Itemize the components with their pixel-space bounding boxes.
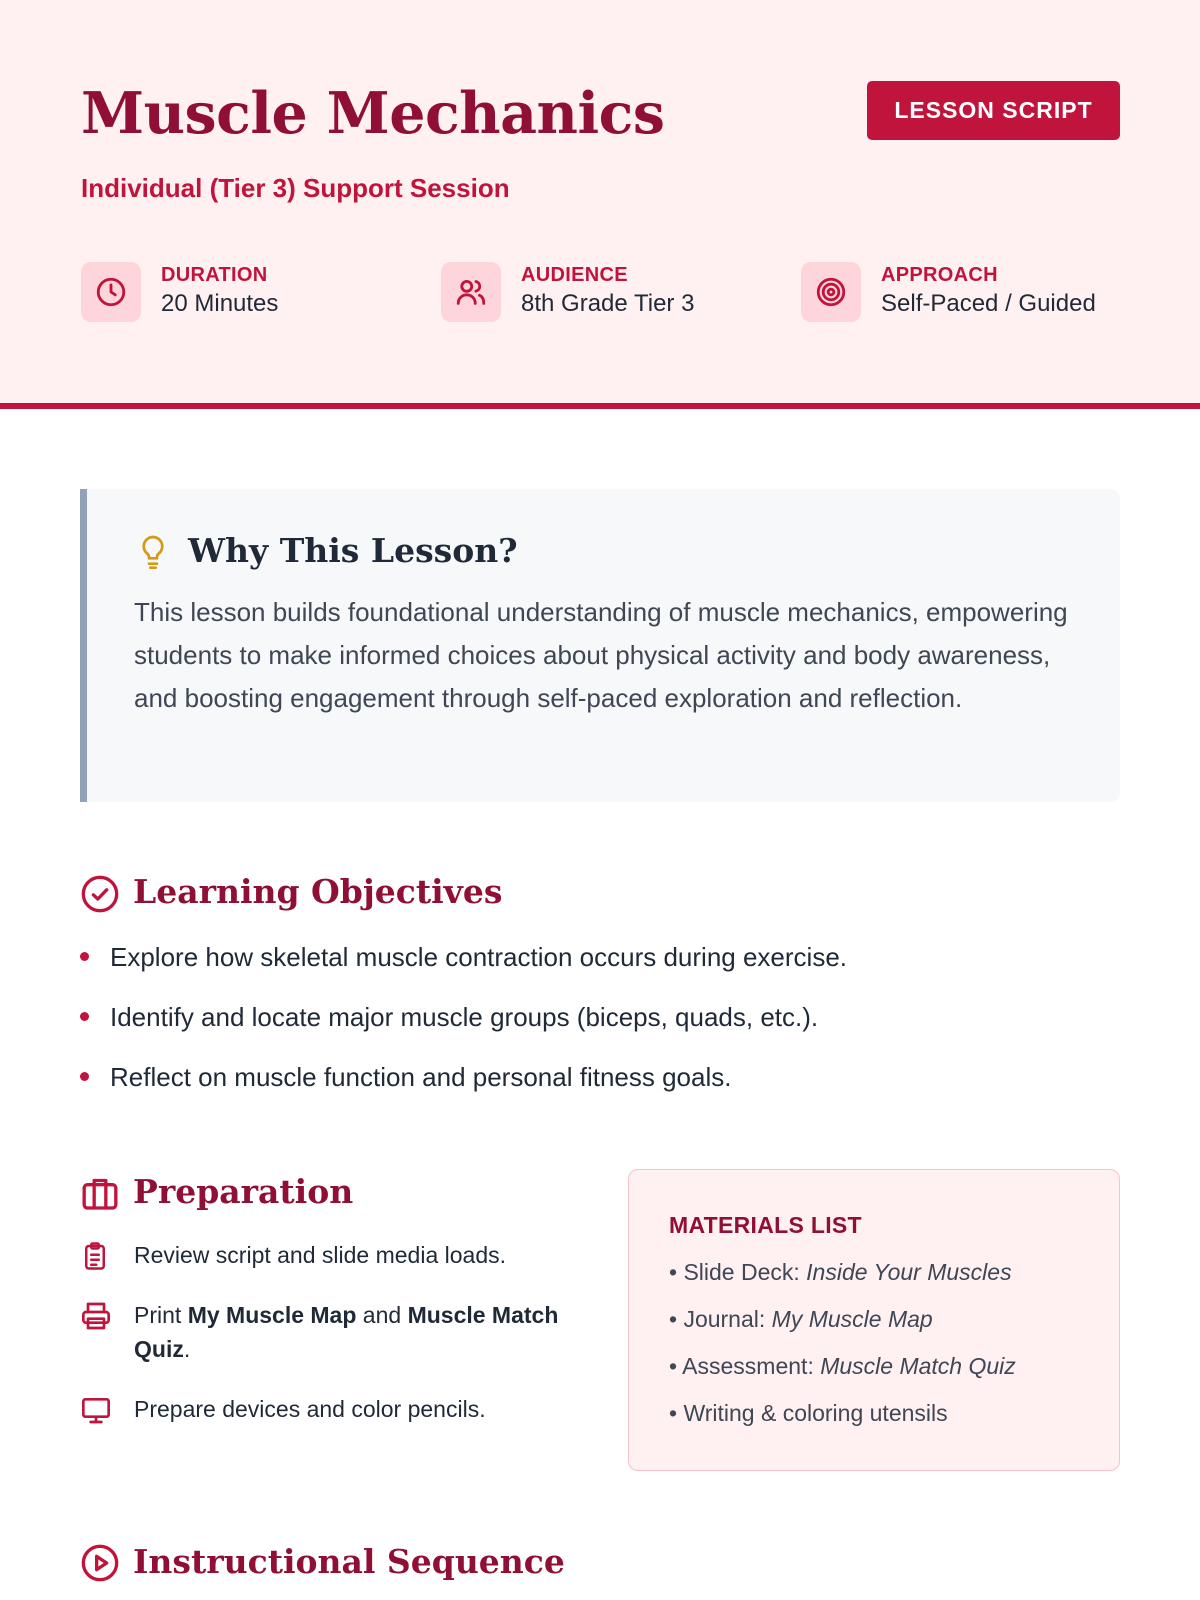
play-circle-icon xyxy=(80,1543,120,1588)
monitor-icon xyxy=(80,1394,112,1435)
preparation-title: Preparation xyxy=(133,1172,354,1211)
meta-label: APPROACH xyxy=(881,264,998,286)
material-title: Inside Your Muscles xyxy=(806,1259,1012,1285)
material-title: My Muscle Map xyxy=(771,1306,933,1332)
bullet xyxy=(80,1072,89,1081)
page-title: Muscle Mechanics xyxy=(81,80,665,147)
list-item xyxy=(669,1400,1016,1447)
preparation-list xyxy=(80,1238,590,1426)
material-label: • Slide Deck: xyxy=(669,1259,807,1285)
objective-text: Explore how skeletal muscle contraction occurs during exercise. xyxy=(110,942,848,972)
prep-text-pre: Print xyxy=(134,1302,188,1328)
objective-text: Reflect on muscle function and personal fitness goals. xyxy=(110,1062,732,1092)
lightbulb-icon xyxy=(137,534,169,577)
clipboard-icon xyxy=(80,1240,110,1281)
bullet xyxy=(80,1012,89,1021)
page-subtitle: Individual (Tier 3) Support Session xyxy=(81,173,510,203)
list-item xyxy=(80,942,1120,1002)
meta-value: Self-Paced / Guided xyxy=(881,290,1096,317)
meta-label: AUDIENCE xyxy=(521,264,628,286)
prep-item xyxy=(80,1298,590,1366)
sequence-title: Instructional Sequence xyxy=(133,1542,565,1581)
why-this-lesson-callout xyxy=(80,489,1120,802)
list-item xyxy=(669,1306,1016,1353)
material-label: • Journal: xyxy=(669,1306,772,1332)
prep-text: Review script and slide media loads. xyxy=(134,1242,507,1268)
why-title: Why This Lesson? xyxy=(188,531,518,570)
material-label: • Assessment: xyxy=(669,1353,821,1379)
briefcase-icon xyxy=(80,1173,120,1218)
objectives-title: Learning Objectives xyxy=(133,872,503,911)
prep-text: Prepare devices and color pencils. xyxy=(134,1396,486,1422)
printer-icon xyxy=(80,1300,112,1341)
objectives-list xyxy=(80,942,1120,1122)
objective-text: Identify and locate major muscle groups (biceps, quads, etc.). xyxy=(110,1002,819,1032)
prep-text-bold: My Muscle Map xyxy=(187,1302,357,1328)
prep-item xyxy=(80,1238,590,1272)
materials-title: MATERIALS LIST xyxy=(669,1212,862,1238)
materials-list-card xyxy=(628,1169,1120,1471)
users-icon xyxy=(441,262,501,322)
target-icon xyxy=(801,262,861,322)
meta-value: 8th Grade Tier 3 xyxy=(521,290,695,317)
material-title: Muscle Match Quiz xyxy=(820,1353,1016,1379)
bullet xyxy=(80,952,89,961)
meta-value: 20 Minutes xyxy=(161,290,279,317)
prep-item xyxy=(80,1392,590,1426)
why-body: This lesson builds foundational understanding of muscle mechanics, empowering students to make informed choices about physical activity and body awareness, and boosting engagement through self-paced exploration and reflection. xyxy=(134,597,1068,713)
clock-icon xyxy=(81,262,141,322)
lesson-script-button[interactable]: LESSON SCRIPT xyxy=(867,81,1120,140)
meta-label: DURATION xyxy=(161,264,268,286)
check-circle-icon xyxy=(80,874,120,919)
list-item xyxy=(80,1002,1120,1062)
list-item xyxy=(80,1062,1120,1122)
prep-text-post: . xyxy=(183,1336,191,1362)
prep-text-bold: Muscle Match Quiz xyxy=(134,1302,559,1362)
lesson-header xyxy=(0,0,1200,409)
materials-list xyxy=(669,1259,1016,1447)
list-item xyxy=(669,1259,1016,1306)
prep-text-mid: and xyxy=(356,1302,408,1328)
material-label: • Writing & coloring utensils xyxy=(669,1400,948,1426)
list-item xyxy=(669,1353,1016,1400)
